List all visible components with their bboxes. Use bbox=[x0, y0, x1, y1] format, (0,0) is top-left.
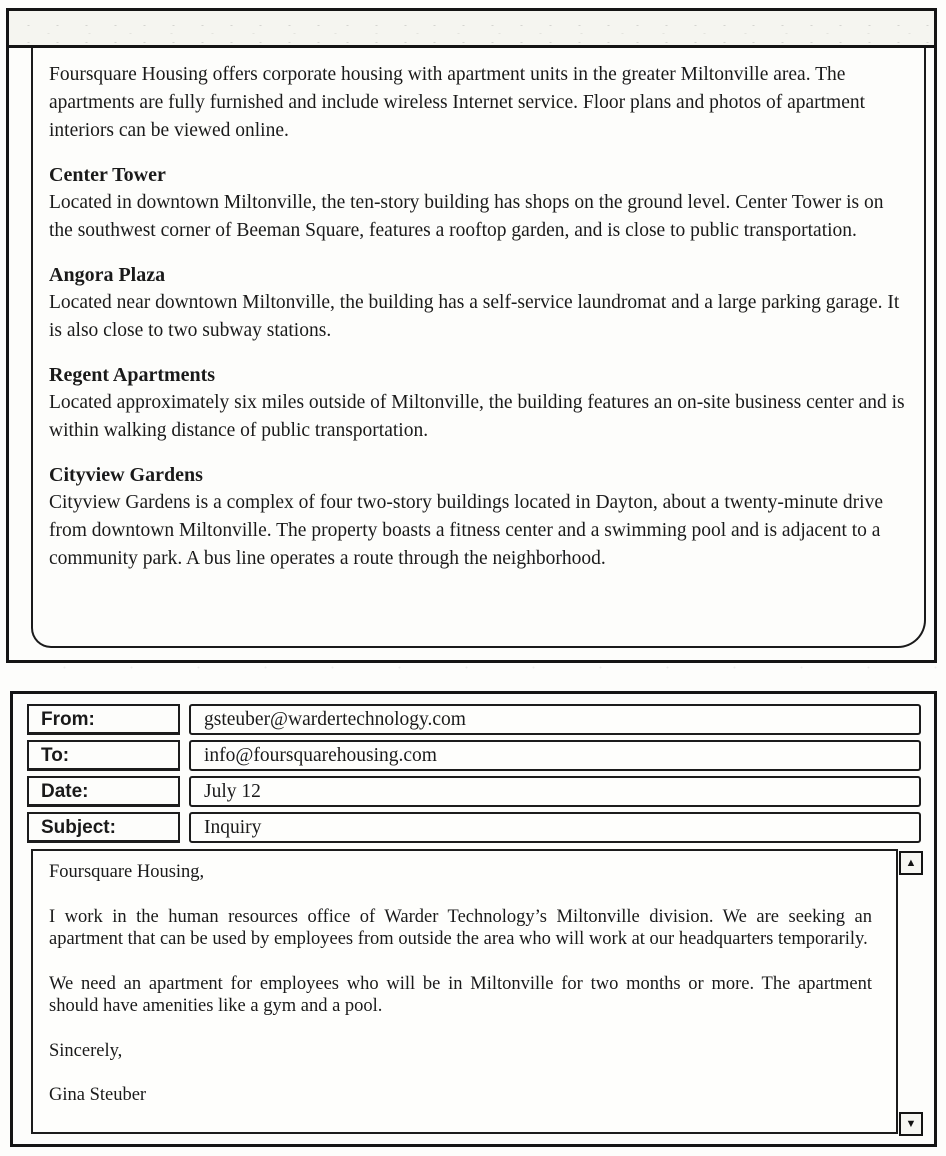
to-input[interactable]: info@foursquarehousing.com bbox=[189, 740, 921, 771]
subject-label: Subject: bbox=[27, 812, 180, 843]
scroll-up-icon: ▲ bbox=[905, 857, 917, 869]
listing-panel bbox=[6, 8, 937, 663]
message-greeting: Foursquare Housing, bbox=[49, 862, 205, 882]
from-label: From: bbox=[27, 704, 180, 735]
subject-input[interactable]: Inquiry bbox=[189, 812, 921, 843]
section-body-cityview-gardens: Cityview Gardens is a complex of four two-story buildings located in Dayton, about a twenty-minute drive from downtown Miltonville. The property boasts a fitness center and a swimming pool and is adjacent to a community park. A bus line operates a route through the neighborhood. bbox=[49, 492, 883, 569]
section-regent-apartments bbox=[49, 362, 906, 445]
scroll-down-icon: ▼ bbox=[905, 1118, 917, 1130]
date-label: Date: bbox=[27, 776, 180, 807]
section-body-center-tower: Located in downtown Miltonville, the ten-story building has shops on the ground level. Center Tower is on the southwest corner of Beeman Square, features a rooftop garden, and is close to public transportation. bbox=[49, 192, 884, 241]
message-paragraph-2: We need an apartment for employees who will be in Miltonville for two months or more. The apartment should have amenities like a gym and a pool. bbox=[49, 973, 872, 1016]
message-closing: Sincerely, bbox=[49, 1040, 123, 1061]
email-message-body[interactable] bbox=[31, 849, 898, 1134]
message-paragraph-1: I work in the human resources office of Warder Technology’s Miltonville division. We are seeking an apartment that can be used by employees from outside the area who will work at our headquarters temporarily. bbox=[49, 906, 872, 949]
section-title-center-tower: Center Tower bbox=[49, 164, 166, 186]
section-angora-plaza bbox=[49, 262, 906, 345]
email-panel bbox=[10, 691, 937, 1147]
email-field-row-subject bbox=[13, 812, 934, 841]
scroll-down-button[interactable] bbox=[899, 1112, 923, 1136]
scroll-up-button[interactable] bbox=[899, 851, 923, 875]
email-field-row-to bbox=[13, 740, 934, 769]
section-body-regent-apartments: Located approximately six miles outside of Miltonville, the building features an on-site business center and is within walking distance of public transportation. bbox=[49, 392, 905, 441]
listing-intro-paragraph: Foursquare Housing offers corporate housing with apartment units in the greater Miltonville area. The apartments are fully furnished and include wireless Internet service. Floor plans and photos of apartment interiors can be viewed online. bbox=[49, 64, 866, 141]
message-signature: Gina Steuber bbox=[49, 1085, 147, 1105]
section-body-angora-plaza: Located near downtown Miltonville, the building has a self-service laundromat and a large parking garage. It is also close to two subway stations. bbox=[49, 292, 900, 341]
email-field-row-from bbox=[13, 704, 934, 733]
from-input[interactable]: gsteuber@wardertechnology.com bbox=[189, 704, 921, 735]
section-title-regent-apartments: Regent Apartments bbox=[49, 364, 216, 386]
date-input[interactable]: July 12 bbox=[189, 776, 921, 807]
section-cityview-gardens bbox=[49, 462, 906, 573]
section-title-cityview-gardens: Cityview Gardens bbox=[49, 464, 203, 486]
to-label: To: bbox=[27, 740, 180, 771]
email-field-row-date bbox=[13, 776, 934, 805]
listing-header-band bbox=[9, 11, 934, 48]
listing-body bbox=[31, 48, 926, 648]
section-center-tower bbox=[49, 162, 906, 245]
section-title-angora-plaza: Angora Plaza bbox=[49, 264, 166, 286]
